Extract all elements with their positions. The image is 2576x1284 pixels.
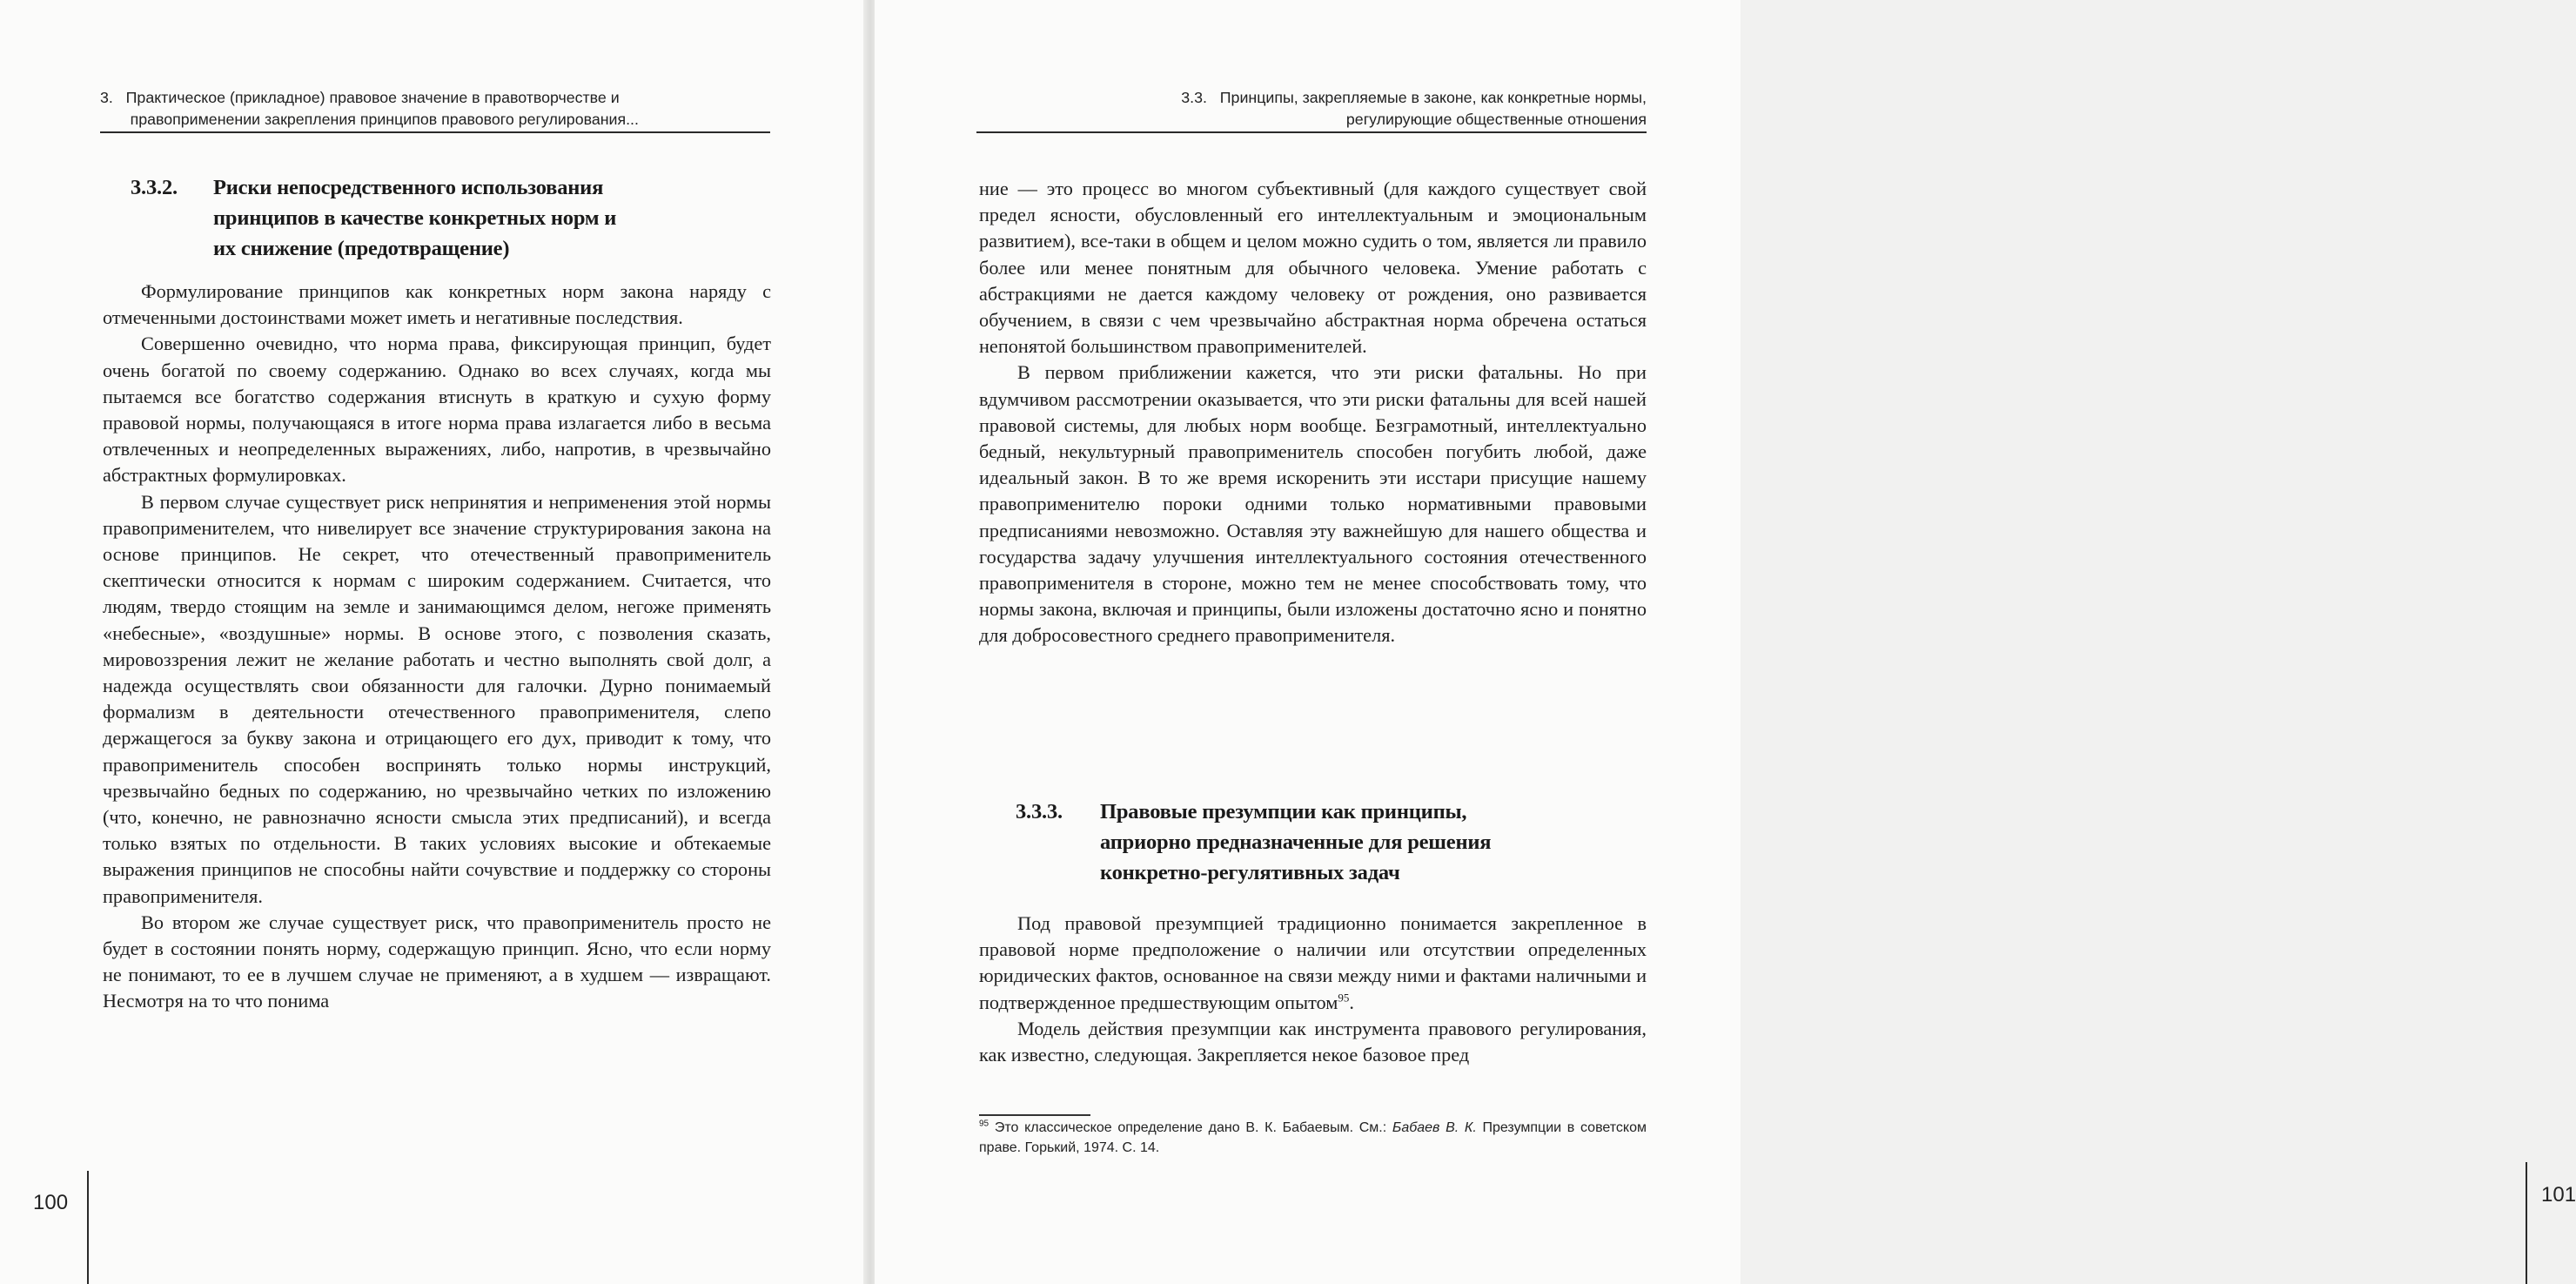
section-title-line: принципов в качестве конкретных норм и: [213, 206, 617, 230]
footnote-text: Это классическое определение дано В. К. Бабаевым. См.:: [994, 1120, 1387, 1135]
paragraph: [979, 911, 1647, 1016]
section-heading-3-3-3: [1016, 797, 1642, 892]
section-title-line: их снижение (предотвращение): [213, 237, 510, 260]
body-text-right-bottom: [979, 911, 1647, 1068]
footnote: [979, 1118, 1647, 1158]
running-head-line: правоприменении закрепления принципов правового регулирования...: [100, 111, 639, 128]
page-number: 100: [33, 1191, 69, 1214]
section-heading-3-3-2: [131, 172, 757, 268]
sentence-end: .: [1349, 991, 1354, 1013]
footnote-rule: [979, 1114, 1090, 1116]
running-head-right: [976, 87, 1647, 131]
footnote-marker: 95: [979, 1119, 989, 1129]
continued-paragraph: ние — это процесс во многом субъективный (для каждого существует свой предел ясности, обусловленный его интеллектуальным и эмоциональным развитием), все-таки в общем и целом можно судить о том, является ли правило более или менее понятным для обычного человека. Умение работать с абстракциями не дается каждому человеку от рождения, оно развивается обучением, в связи с чем чрезвычайно абстрактная норма обречена остаться непонятой большинством правоприменителей.: [979, 178, 1647, 358]
paragraph: Модель действия презумпции как инструмента правового регулирования, как известно, следующая. Закрепляется некое базовое пред: [979, 1017, 1647, 1066]
paragraph: В первом случае существует риск непринятия и неприменения этой нормы правоприменителем, что нивелирует все значение структурирования закона на основе принципов. Не секрет, что отечественный правоприменитель скептически относится к нормам с широким содержанием. Считается, что людям, твердо стоящим на земле и занимающимся делом, негоже применять «небесные», «воздушные» нормы. В основе этого, с позволения сказать, мировоззрения лежит не желание работать и честно выполнять свой долг, а надежда осуществлять свои обязанности для галочки. Дурно понимаемый формализм в деятельности отечественного правоприменителя, слепо держащегося за букву закона и отрицающего его дух, приводит к тому, что правоприменитель способен воспринять только нормы инструкций, чрезвычайно бедных по содержанию, но чрезвычайно четких по изложению (что, конечно, не равнозначно ясности смысла этих предписаний), и всегда только взятых по отдельности. В таких условиях высокие и обтекаемые выражения принципов не способны найти сочувствие и поддержку со стороны правоприменителя.: [103, 490, 771, 907]
page-number-bar: [87, 1171, 89, 1284]
paragraph: Во втором же случае существует риск, что правоприменитель просто не будет в состоянии понять норму, содержащую принцип. Ясно, что если норму не понимают, то ее в лучшем случае не применяют, а в худшем — извращают. Несмотря на то что понима: [103, 911, 771, 1012]
header-rule: [976, 131, 1647, 133]
paragraph: Совершенно очевидно, что норма права, фиксирующая принцип, будет очень богатой по своему содержанию. Однако во всех случаях, когда мы пытаемся все богатство содержания втиснуть в краткую и сухую форму правовой нормы, получающаяся в итоге норма права излагается либо в весьма отвлеченных и неопределенных выражениях, либо, напротив, в чрезвычайно абстрактных формулировках.: [103, 333, 771, 487]
presumption-definition: Под правовой презумпцией традиционно понимается закрепленное в правовой норме предположение о наличии или отсутствии определенных юридических фактов, основанное на связи между ними и фактами наличными и подтвержденное предшествующим опытом: [979, 912, 1647, 1013]
section-title-line: конкретно-регулятивных задач: [1100, 861, 1400, 884]
running-head-line: 3. Практическое (прикладное) правовое значение в правотворчестве и: [100, 89, 620, 106]
running-head-line: 3.3. Принципы, закрепляемые в законе, как конкретные нормы,: [1181, 89, 1647, 106]
paragraph: Формулирование принципов как конкретных норм закона наряду с отмеченными достоинствами может иметь и негативные последствия.: [103, 280, 771, 329]
footnote-author: Бабаев В. К.: [1392, 1120, 1477, 1135]
left-page: [0, 0, 866, 1284]
footnote-reference[interactable]: 95: [1338, 991, 1350, 1005]
footnote-source: Презумпции в советском праве. Горький, 1974. С. 14.: [979, 1120, 1647, 1155]
paragraph: В первом приближении кажется, что эти риски фатальны. Но при вдумчивом рассмотрении оказывается, что эти риски фатальны для всей нашей правовой системы, для любых норм вообще. Безграмотный, интеллектуально бедный, некультурный правоприменитель способен погубить любой, даже идеальный закон. В то же время искоренить эти исстари присущие нашему правоприменителю пороки одними только нормативными правовыми предписаниями невозможно. Оставляя эту важнейшую для нашего общества и государства задачу улучшения интеллектуального состояния отечественного правоприменителя в стороне, можно тем не менее способствовать тому, что нормы закона, включая и принципы, были изложены достаточно ясно и понятно для добросовестного среднего правоприменителя.: [979, 361, 1647, 647]
header-rule: [100, 131, 770, 133]
section-title-line: априорно предназначенные для решения: [1100, 830, 1492, 854]
section-number: 3.3.3.: [1016, 800, 1063, 824]
body-text-left: [103, 279, 771, 1015]
page-number-bar: [2526, 1162, 2527, 1284]
section-title-line: Риски непосредственного использования: [213, 176, 604, 199]
running-head-left: [100, 87, 770, 131]
body-text-right-top: [979, 176, 1647, 649]
section-title-line: Правовые презумпции как принципы,: [1100, 800, 1467, 824]
page-number: 101: [2541, 1183, 2576, 1207]
section-number: 3.3.2.: [131, 176, 178, 199]
right-page: [875, 0, 2576, 1284]
running-head-line: регулирующие общественные отношения: [1345, 111, 1647, 128]
